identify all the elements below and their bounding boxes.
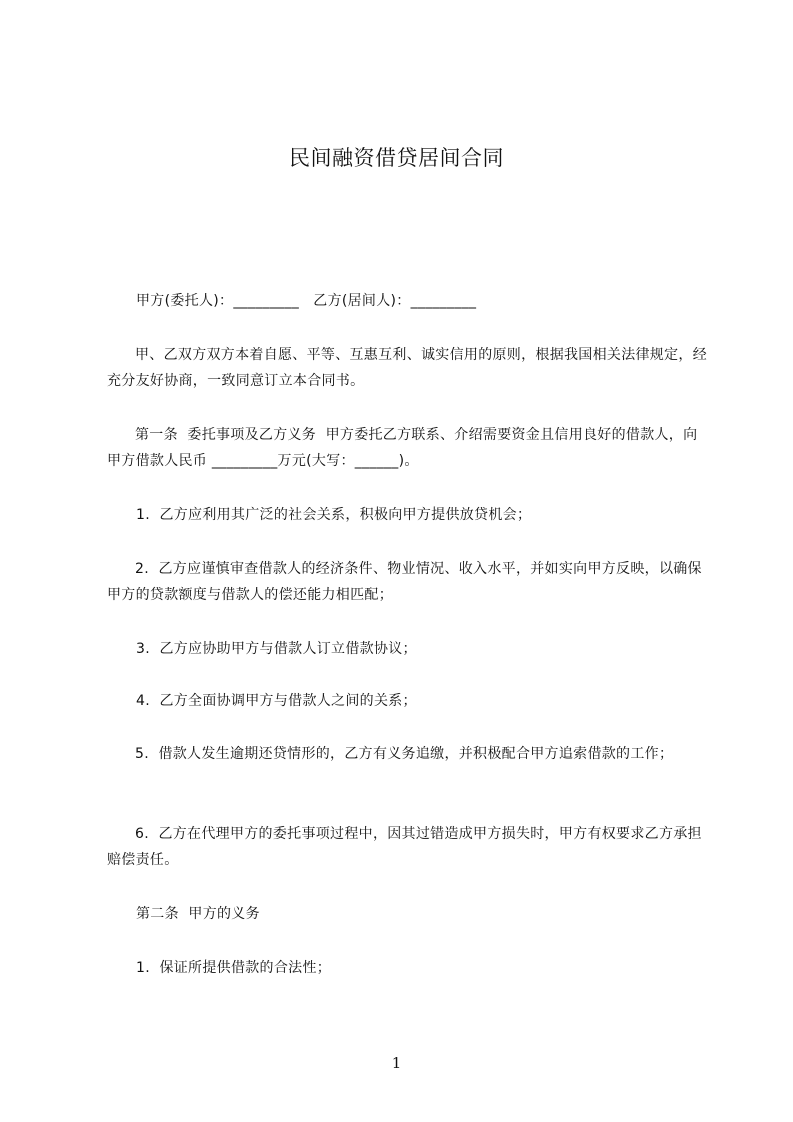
article-1-item: 6. 乙方在代理甲方的委托事项过程中，因其过错造成甲方损失时，甲方有权要求乙方承担赔偿责任。 — [107, 826, 702, 868]
page-number: 1 — [391, 1054, 402, 1072]
parties-line: 甲方(委托人)：_________ 乙方(居间人)：_________ — [136, 293, 477, 309]
intro-paragraph: 甲、乙双方双方本着自愿、平等、互惠互利、诚实信用的原则，根据我国相关法律规定，经充分友好协商，一致同意订立本合同书。 — [107, 347, 707, 389]
article-1-item: 3. 乙方应协助甲方与借款人订立借款协议； — [136, 641, 417, 657]
article-2-heading: 第二条 甲方的义务 — [136, 906, 260, 922]
article-1-item: 1. 乙方应利用其广泛的社会关系，积极向甲方提供放贷机会； — [136, 507, 532, 523]
document-title: 民间融资借贷居间合同 — [289, 146, 504, 170]
article-1-item: 2. 乙方应谨慎审查借款人的经济条件、物业情况、收入水平，并如实向甲方反映，以确保甲方的贷款额度与借款人的偿还能力相匹配； — [107, 561, 702, 603]
article-1-item: 5. 借款人发生逾期还贷情形的，乙方有义务追缴，并积极配合甲方追索借款的工作； — [135, 746, 674, 762]
article-1-item: 4. 乙方全面协调甲方与借款人之间的关系； — [136, 693, 417, 709]
article-1-paragraph: 第一条 委托事项及乙方义务 甲方委托乙方联系、介绍需要资金且信用良好的借款人，向甲方借款人民币 _________万元(大写：______)。 — [107, 427, 698, 469]
article-2-item: 1. 保证所提供借款的合法性； — [136, 960, 332, 976]
